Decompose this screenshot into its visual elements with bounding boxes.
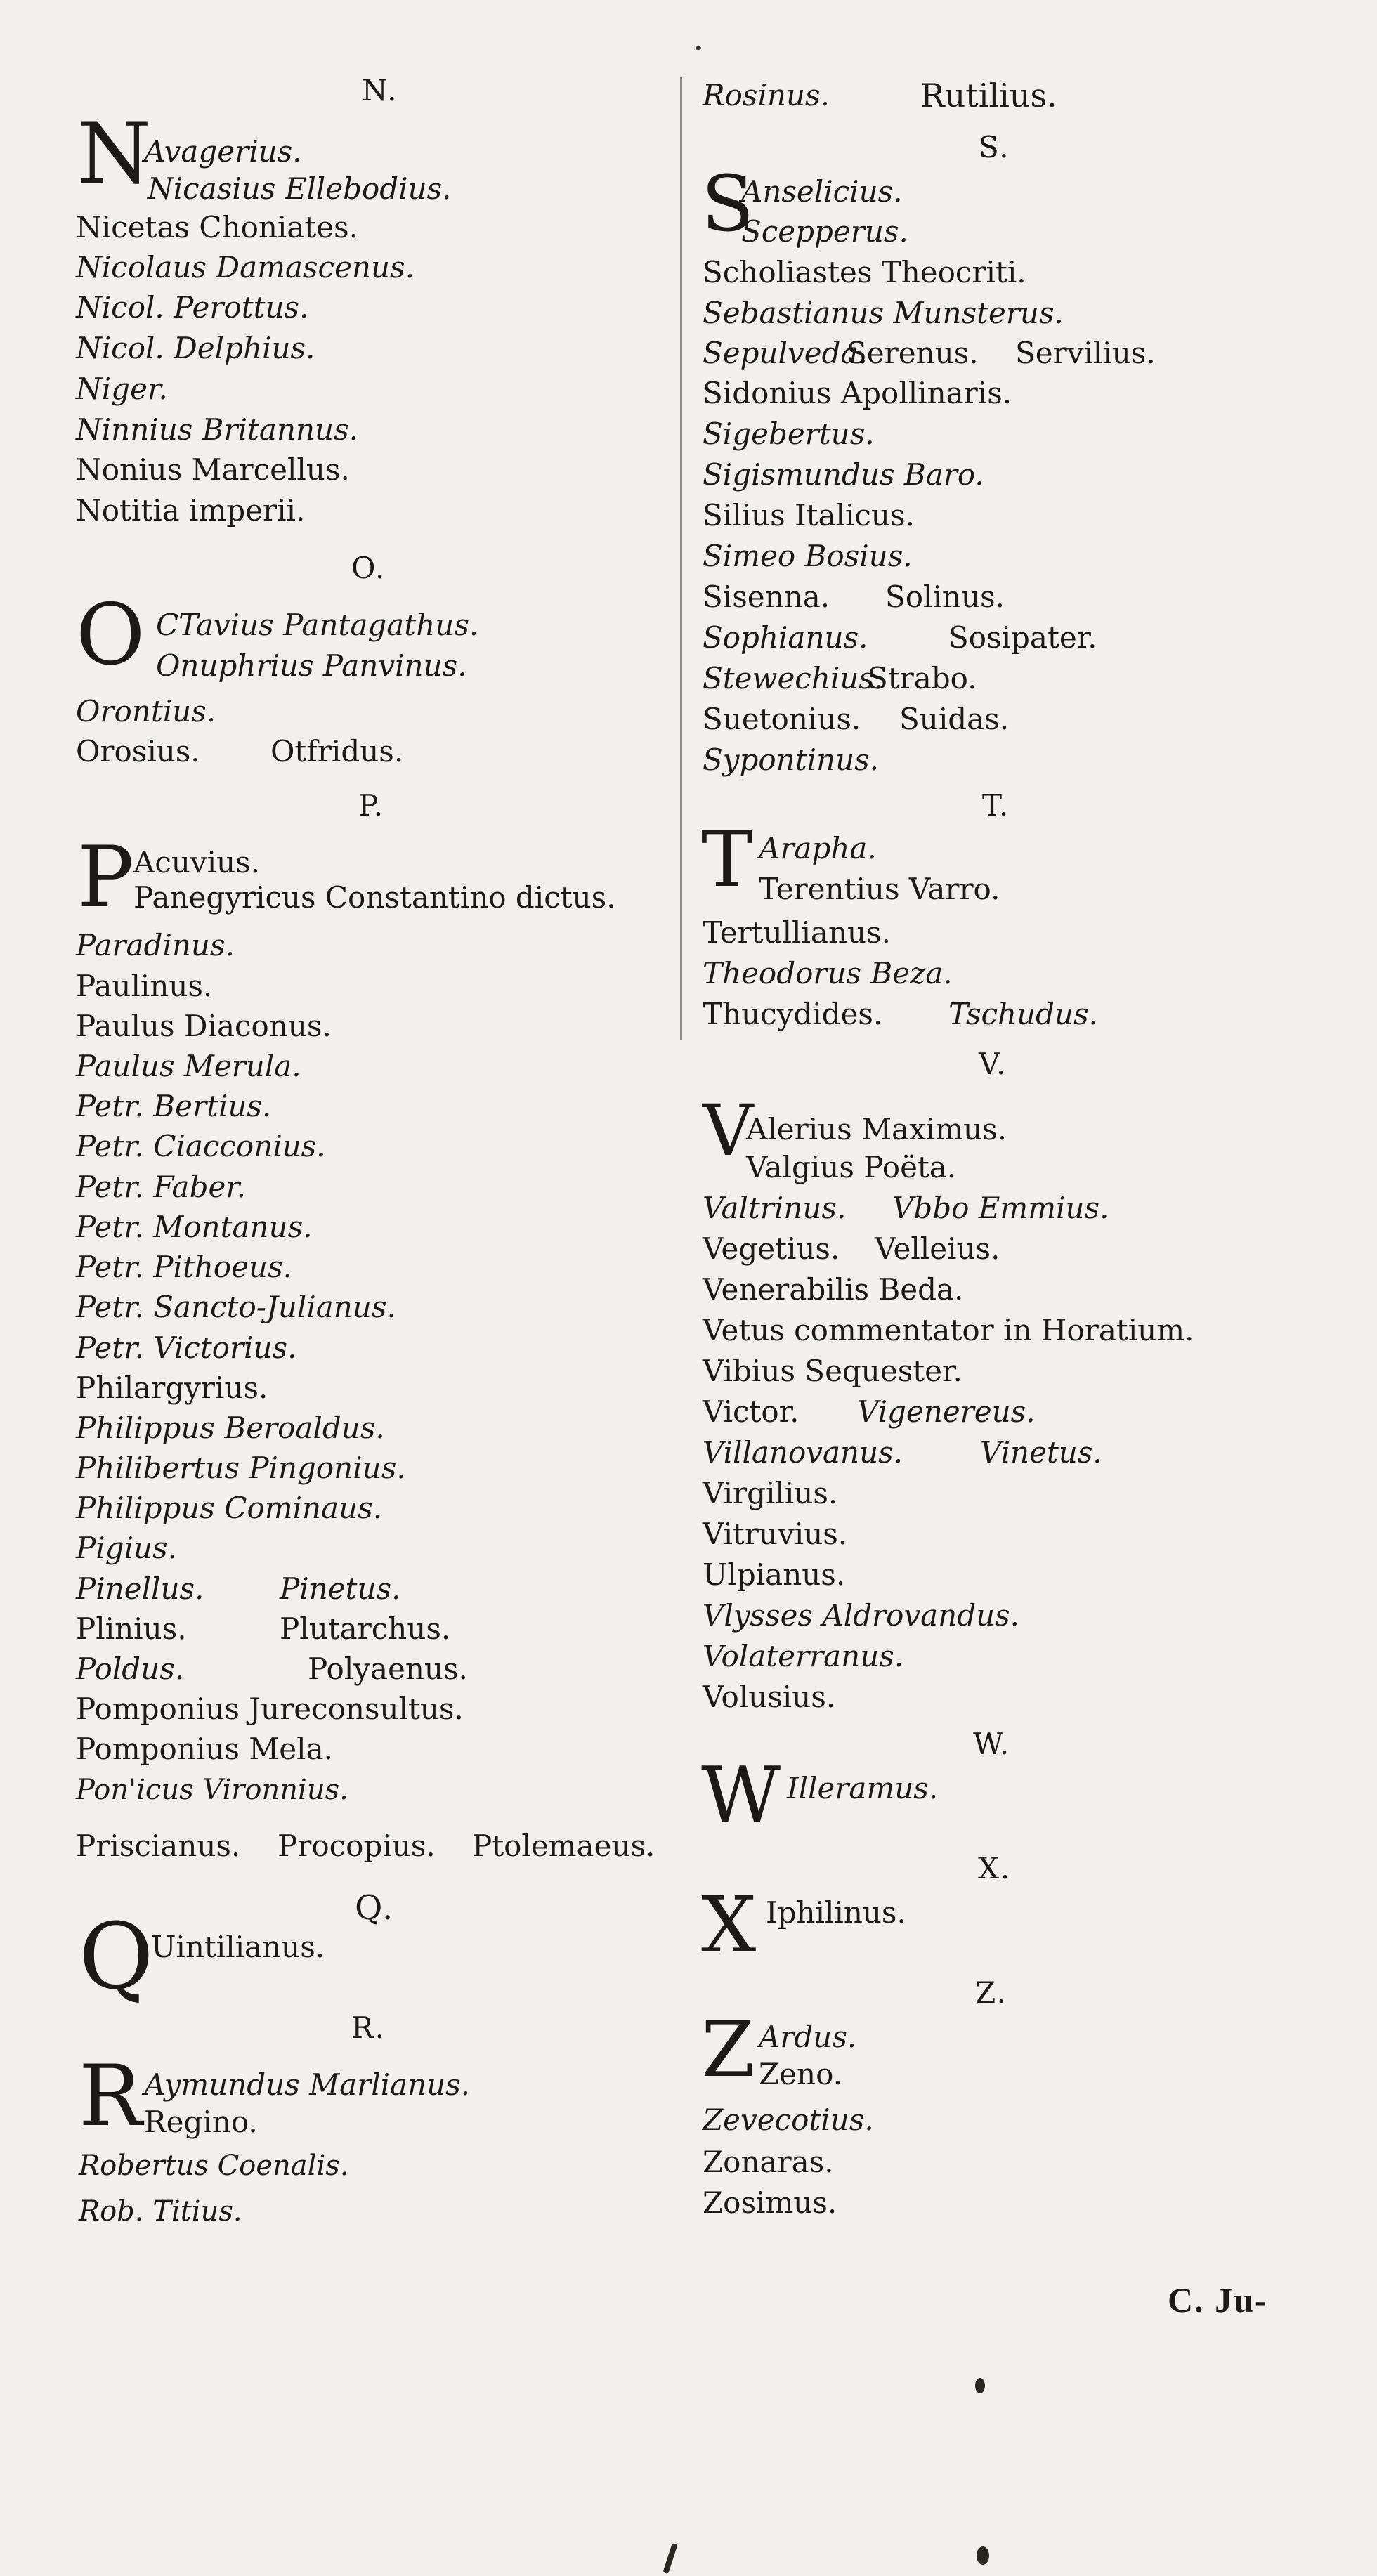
entry: Tschudus. (948, 997, 1098, 1031)
entry: Procopius. (278, 1829, 436, 1863)
entry: Zevecotius. (703, 2103, 874, 2137)
entry: Sigebertus. (703, 417, 875, 451)
drop-cap-o: O (76, 587, 145, 684)
left-column (0, 0, 680, 2576)
entry: Pinetus. (280, 1571, 401, 1606)
entry: Villanovanus. (703, 1435, 903, 1470)
entry: Anselicius. (741, 174, 903, 209)
entry: Philargyrius. (76, 1371, 268, 1405)
entry: Avagerius. (144, 134, 302, 169)
entry: Ardus. (759, 2020, 857, 2054)
entry: Poldus. (76, 1652, 185, 1686)
entry: Sepulveda. (703, 336, 868, 370)
drop-cap-v: V (703, 1090, 754, 1172)
entry: Sidonius Apollinaris. (703, 376, 1012, 410)
entry: Philippus Beroaldus. (76, 1411, 385, 1445)
entry: Paulus Diaconus. (76, 1009, 332, 1043)
entry: Pon'icus Vironnius. (76, 1774, 348, 1806)
entry: Paulinus. (76, 969, 213, 1003)
entry: Vibius Sequester. (703, 1354, 962, 1388)
section-heading-n: N. (362, 73, 398, 107)
entry: Tertullianus. (703, 915, 891, 950)
entry: CTavius Pantagathus. (156, 608, 479, 642)
entry: Victor. (703, 1394, 800, 1429)
entry: Valgius Poëta. (746, 1150, 957, 1184)
section-heading-z: Z. (975, 1975, 1007, 2010)
entry: Vbbo Emmius. (892, 1191, 1109, 1225)
entry: Orosius. (76, 734, 200, 769)
entry: Scepperus. (741, 214, 908, 249)
entry: Panegyricus Constantino dictus. (133, 880, 616, 915)
entry: Solinus. (885, 580, 1005, 614)
entry: Vegetius. (703, 1231, 840, 1266)
entry: Zonaras. (703, 2145, 834, 2179)
entry: Sypontinus. (703, 743, 880, 777)
drop-cap-s: S (701, 159, 755, 249)
entry: Petr. Sancto-Julianus. (76, 1290, 396, 1324)
entry: Terentius Varro. (759, 872, 1000, 906)
drop-cap-z: Z (701, 2004, 755, 2094)
entry: Servilius. (1015, 336, 1156, 370)
entry: Arapha. (759, 831, 877, 865)
entry: Velleius. (875, 1231, 1000, 1266)
section-heading-x: X. (978, 1851, 1012, 1885)
entry: Nicetas Choniates. (76, 210, 359, 244)
section-heading-p: P. (358, 788, 385, 823)
entry: Aymundus Marlianus. (144, 2067, 471, 2102)
entry: Niger. (76, 372, 168, 406)
entry: Valtrinus. (703, 1191, 847, 1225)
drop-cap-r: R (79, 2048, 143, 2145)
entry: Sosipater. (948, 620, 1097, 655)
entry: Philibertus Pingonius. (76, 1451, 406, 1485)
entry: Suidas. (899, 702, 1010, 736)
entry: Virgilius. (703, 1476, 838, 1510)
entry: Strabo. (868, 661, 977, 695)
entry: Pigius. (76, 1531, 177, 1565)
drop-cap-q: Q (79, 1903, 154, 2010)
entry: Iphilinus. (766, 1895, 906, 1930)
entry: Philippus Cominaus. (76, 1491, 383, 1525)
entry: Illeramus. (787, 1771, 939, 1805)
entry: Pomponius Jureconsultus. (76, 1692, 464, 1726)
entry: Regino. (144, 2105, 258, 2139)
entry: Uintilianus. (151, 1930, 325, 1964)
section-heading-o: O. (351, 551, 386, 585)
entry: Venerabilis Beda. (703, 1272, 964, 1307)
drop-cap-p: P (77, 829, 134, 927)
entry: Ptolemaeus. (472, 1829, 655, 1863)
entry: Nicol. Delphius. (76, 331, 315, 365)
entry: Onuphrius Panvinus. (156, 648, 467, 683)
entry: Zeno. (759, 2057, 842, 2091)
entry: Notitia imperii. (76, 493, 306, 528)
entry: Robertus Coenalis. (79, 2150, 349, 2182)
entry: Petr. Faber. (76, 1170, 247, 1204)
section-heading-t: T. (982, 788, 1010, 823)
entry: Vetus commentator in Horatium. (703, 1313, 1194, 1347)
entry: Petr. Bertius. (76, 1089, 272, 1123)
entry: Alerius Maximus. (746, 1112, 1007, 1146)
entry: Plutarchus. (280, 1611, 451, 1646)
drop-cap-n: N (77, 105, 151, 203)
entry: Vigenereus. (857, 1394, 1036, 1429)
entry: Nicol. Perottus. (76, 290, 309, 325)
entry: Vinetus. (980, 1435, 1102, 1470)
entry: Suetonius. (703, 702, 861, 736)
entry: Zosimus. (703, 2185, 837, 2220)
entry: Petr. Ciacconius. (76, 1129, 326, 1163)
entry: Paradinus. (76, 928, 235, 962)
entry: Volaterranus. (703, 1639, 904, 1673)
entry: Rutilius. (920, 77, 1057, 115)
drop-cap-w: W (701, 1750, 781, 1840)
entry: Vlysses Aldrovandus. (703, 1598, 1020, 1633)
entry: Rosinus. (703, 78, 830, 112)
entry: Nicasius Ellebodius. (148, 171, 452, 206)
entry: Thucydides. (703, 997, 883, 1031)
entry: Ninnius Britannus. (76, 412, 359, 447)
entry: Sigismundus Baro. (703, 457, 984, 492)
entry: Volusius. (703, 1680, 836, 1714)
entry: Ulpianus. (703, 1557, 846, 1592)
section-heading-s: S. (979, 130, 1010, 164)
entry: Polyaenus. (308, 1652, 468, 1686)
entry: Pomponius Mela. (76, 1732, 333, 1766)
entry: Nicolaus Damascenus. (76, 250, 415, 285)
section-heading-r: R. (351, 2011, 386, 2045)
entry: Serenus. (847, 336, 979, 370)
entry: Sisenna. (703, 580, 830, 614)
entry: Orontius. (76, 694, 216, 728)
entry: Silius Italicus. (703, 498, 915, 532)
entry: Sebastianus Munsterus. (703, 296, 1064, 330)
entry: Petr. Montanus. (76, 1210, 313, 1244)
drop-cap-x: X (701, 1880, 757, 1970)
entry: Pinellus. (76, 1571, 204, 1606)
entry: Rob. Titius. (79, 2195, 242, 2228)
entry: Nonius Marcellus. (76, 452, 350, 487)
entry: Theodorus Beza. (703, 956, 953, 990)
entry: Acuvius. (133, 845, 261, 880)
section-heading-q: Q. (355, 1888, 395, 1928)
section-heading-v: V. (979, 1047, 1007, 1081)
entry: Priscianus. (76, 1829, 241, 1863)
entry: Scholiastes Theocriti. (703, 255, 1026, 289)
right-column (681, 0, 1377, 2576)
drop-cap-t: T (701, 814, 753, 904)
entry: Petr. Victorius. (76, 1331, 297, 1365)
entry: Petr. Pithoeus. (76, 1250, 292, 1284)
entry: Simeo Bosius. (703, 539, 913, 573)
section-heading-w: W. (973, 1727, 1011, 1761)
entry: Stewechius. (703, 661, 884, 695)
entry: Sophianus. (703, 620, 868, 655)
entry: Paulus Merula. (76, 1049, 301, 1083)
entry: Otfridus. (270, 734, 404, 769)
entry: Plinius. (76, 1611, 187, 1646)
entry: Vitruvius. (703, 1517, 848, 1551)
catchword: C. Ju- (1168, 2280, 1268, 2320)
